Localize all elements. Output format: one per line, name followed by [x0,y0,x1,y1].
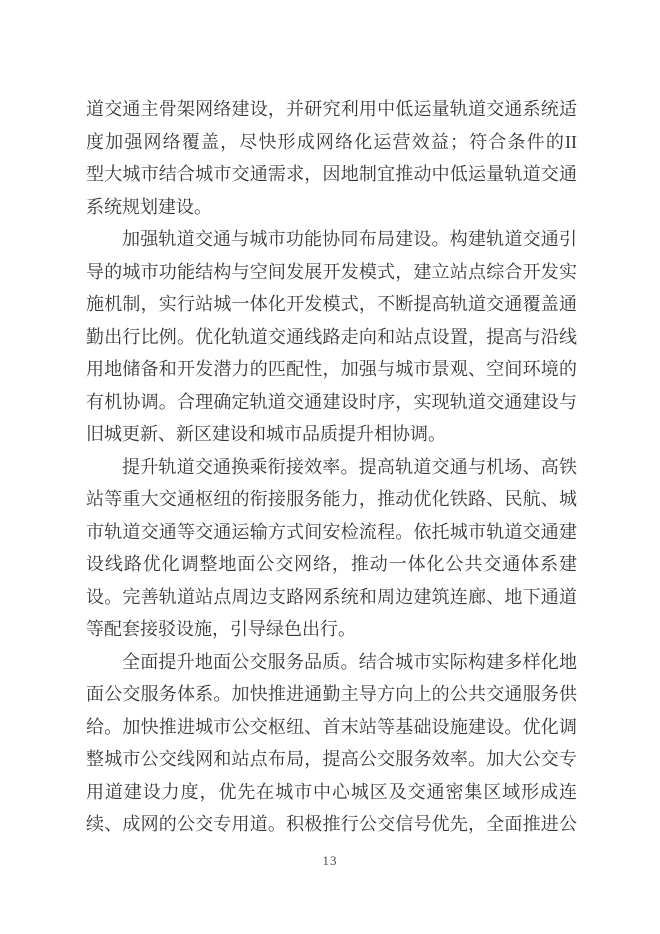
paragraph [86,646,577,841]
text-line: 道交通主骨架网络建设，并研究利用中低运量轨道交通系统适 [86,99,577,119]
text-line: 设。完善轨道站点周边支路网系统和周边建筑连廊、地下通道 [86,586,577,607]
text-line: 型大城市结合城市交通需求，因地制宜推动中低运量轨道交通 [86,164,577,184]
text-line: 提升轨道交通换乘衔接效率。提高轨道交通与机场、高铁 [122,456,577,477]
paragraph [86,93,577,223]
paragraph [86,451,577,646]
text-line: 面公交服务体系。加快推进通勤主导方向上的公共交通服务供 [86,684,577,704]
text-line: 用道建设力度，优先在城市中心城区及交通密集区域形成连 [86,781,577,802]
text-line: 有机协调。合理确定轨道交通建设时序，实现轨道交通建设与 [86,391,577,412]
text-line: 勤出行比例。优化轨道交通线路走向和站点设置，提高与沿线 [86,326,577,347]
text-line: 设线路优化调整地面公交网络，推动一体化公共交通体系建 [86,554,577,574]
page-number: 13 [322,853,338,868]
text-line: 等配套接驳设施，引导绿色出行。 [86,619,356,639]
text-line: 用地储备和开发潜力的匹配性，加强与城市景观、空间环境的 [86,359,577,379]
text-line: 施机制，实行站城一体化开发模式，不断提高轨道交通覆盖通 [86,294,577,314]
text-line: 全面提升地面公交服务品质。结合城市实际构建多样化地 [122,651,577,672]
text-line: 市轨道交通等交通运输方式间安检流程。依托城市轨道交通建 [86,521,577,542]
text-line: 旧城更新、新区建设和城市品质提升相协调。 [86,424,446,444]
paragraph [86,223,577,451]
text-line: 系统规划建设。 [86,196,212,217]
text-line: 给。加快推进城市公交枢纽、首末站等基础设施建设。优化调 [86,716,577,737]
text-line: 续、成网的公交专用道。积极推行公交信号优先，全面推进公 [86,814,577,834]
text-line: 站等重大交通枢纽的衔接服务能力，推动优化铁路、民航、城 [86,489,577,509]
text-line: 加强轨道交通与城市功能协同布局建设。构建轨道交通引 [122,229,577,249]
document-body [86,93,577,841]
text-line: 导的城市功能结构与空间发展开发模式，建立站点综合开发实 [86,261,577,282]
text-line: 整城市公交线网和站点布局，提高公交服务效率。加大公交专 [86,749,577,769]
text-line: 度加强网络覆盖，尽快形成网络化运营效益；符合条件的II [86,131,577,152]
